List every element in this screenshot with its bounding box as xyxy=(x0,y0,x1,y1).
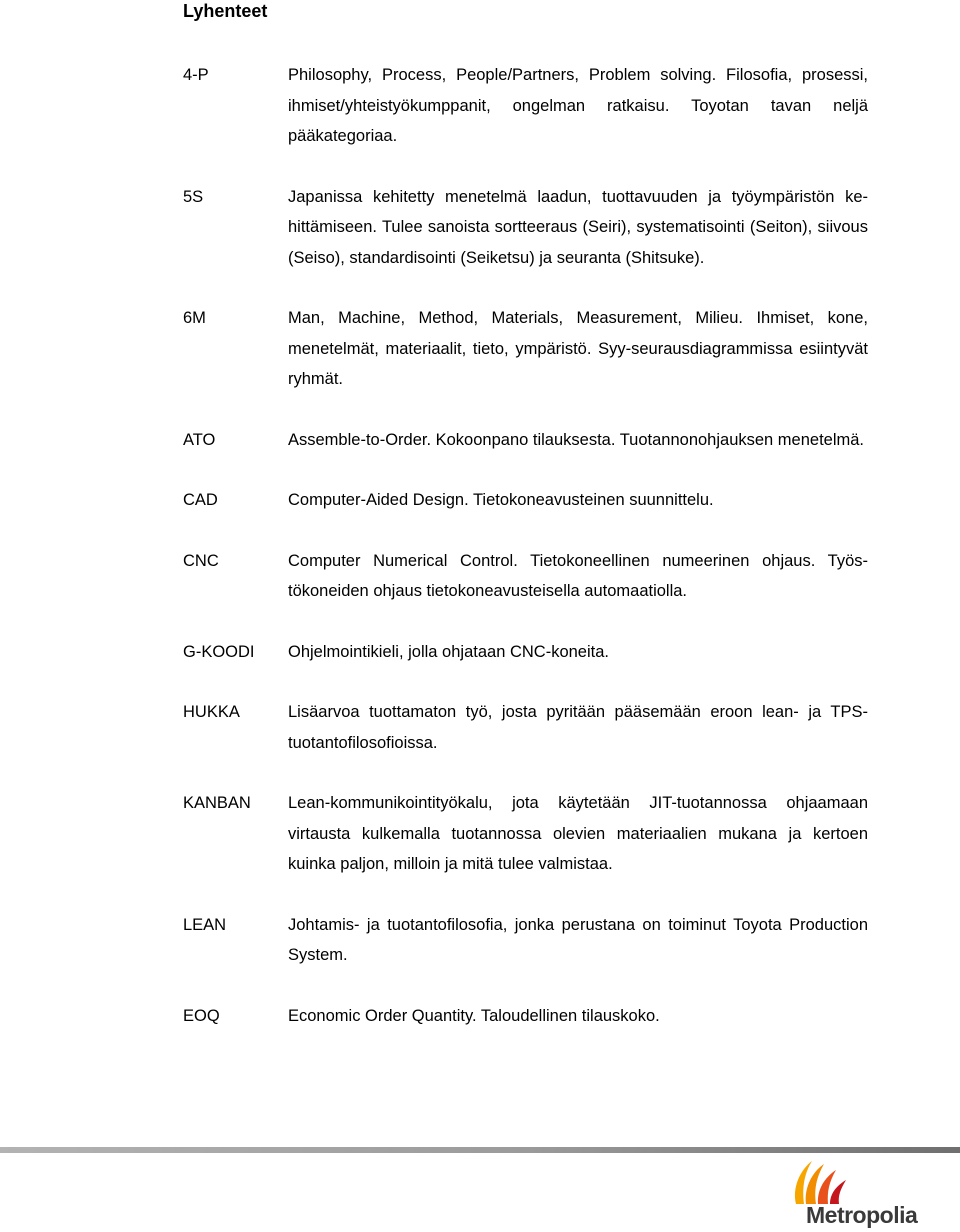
metropolia-flame-icon xyxy=(790,1158,850,1206)
abbreviation-term: 4-P xyxy=(183,66,209,84)
abbreviation-entry-lean xyxy=(183,910,873,971)
abbreviation-term: EOQ xyxy=(183,1006,220,1025)
abbreviation-term: KANBAN xyxy=(183,794,251,812)
abbreviation-term: 6M xyxy=(183,309,206,327)
footer-divider-bar xyxy=(0,1147,960,1153)
abbreviation-entry-hukka xyxy=(183,697,873,758)
abbreviation-entry-cnc xyxy=(183,546,873,607)
abbreviation-definition: Computer-Aided Design. Tietokoneavusteinen suunnittelu. xyxy=(288,491,714,509)
abbreviation-definition: Economic Order Quantity. Taloudellinen tilauskoko. xyxy=(288,1006,660,1025)
abbreviation-definition: Lisäarvoa tuottamaton työ, josta pyritään pääsemään eroon lean- ja TPS-tuotantofilosofioissa. xyxy=(288,703,868,752)
abbreviation-entry-6m xyxy=(183,303,873,395)
abbreviation-term: CNC xyxy=(183,551,219,570)
abbreviation-entry-g-koodi xyxy=(183,637,873,668)
abbreviation-definition: Johtamis- ja tuotantofilosofia, jonka perustana on toiminut Toyota Production System. xyxy=(288,915,868,964)
abbreviation-definition: Japanissa kehitetty menetelmä laadun, tuottavuuden ja työympäristön kehittämiseen. Tulee sanoista sortteeraus (Seiri), systematisointi (Seiton), siivous (Seiso), standardisointi (Seiketsu) ja seuranta (Shitsuke). xyxy=(288,187,868,267)
abbreviation-definition: Philosophy, Process, People/Partners, Problem solving. Filosofia, prosessi, ihmiset/yhteistyökumppanit, ongelman ratkaisu. Toyotan tavan neljä pääkategoriaa. xyxy=(288,66,868,145)
abbreviation-entry-4p xyxy=(183,60,873,152)
abbreviation-term: 5S xyxy=(183,187,204,206)
abbreviation-entry-5s xyxy=(183,182,873,274)
abbreviation-entry-cad xyxy=(183,485,873,516)
abbreviation-entry-eoq xyxy=(183,1001,873,1032)
abbreviation-term: LEAN xyxy=(183,915,227,934)
abbreviation-entry-kanban xyxy=(183,788,873,880)
abbreviation-definition: Ohjelmointikieli, jolla ohjataan CNC-koneita. xyxy=(288,642,609,661)
abbreviation-term: CAD xyxy=(183,491,218,509)
abbreviation-list xyxy=(183,60,873,1031)
page-title: Lyhenteet xyxy=(183,1,268,21)
metropolia-logo xyxy=(790,1158,930,1230)
abbreviation-definition: Man, Machine, Method, Materials, Measurement, Milieu. Ihmiset, kone, menetelmät, materiaalit, tieto, ympäristö. Syy-seurausdiagrammissa esiintyvät ryhmät. xyxy=(288,309,868,388)
logo-wordmark: Metropolia xyxy=(806,1202,918,1228)
abbreviation-term: ATO xyxy=(183,430,216,449)
abbreviation-term: G-KOODI xyxy=(183,642,255,661)
abbreviation-definition: Computer Numerical Control. Tietokoneellinen numeerinen ohjaus. Työstökoneiden ohjaus tietokoneavusteisella automaatiolla. xyxy=(288,551,868,600)
abbreviation-definition: Assemble-to-Order. Kokoonpano tilauksesta. Tuotannonohjauksen menetelmä. xyxy=(288,430,865,449)
abbreviation-entry-ato xyxy=(183,425,873,456)
abbreviation-term: HUKKA xyxy=(183,703,240,721)
abbreviation-definition: Lean-kommunikointityökalu, jota käytetään JIT-tuotannossa ohjaamaan virtausta kulkemalla tuotannossa olevien materiaalien mukana ja kertoen kuinka paljon, milloin ja mitä tulee valmistaa. xyxy=(288,794,868,873)
